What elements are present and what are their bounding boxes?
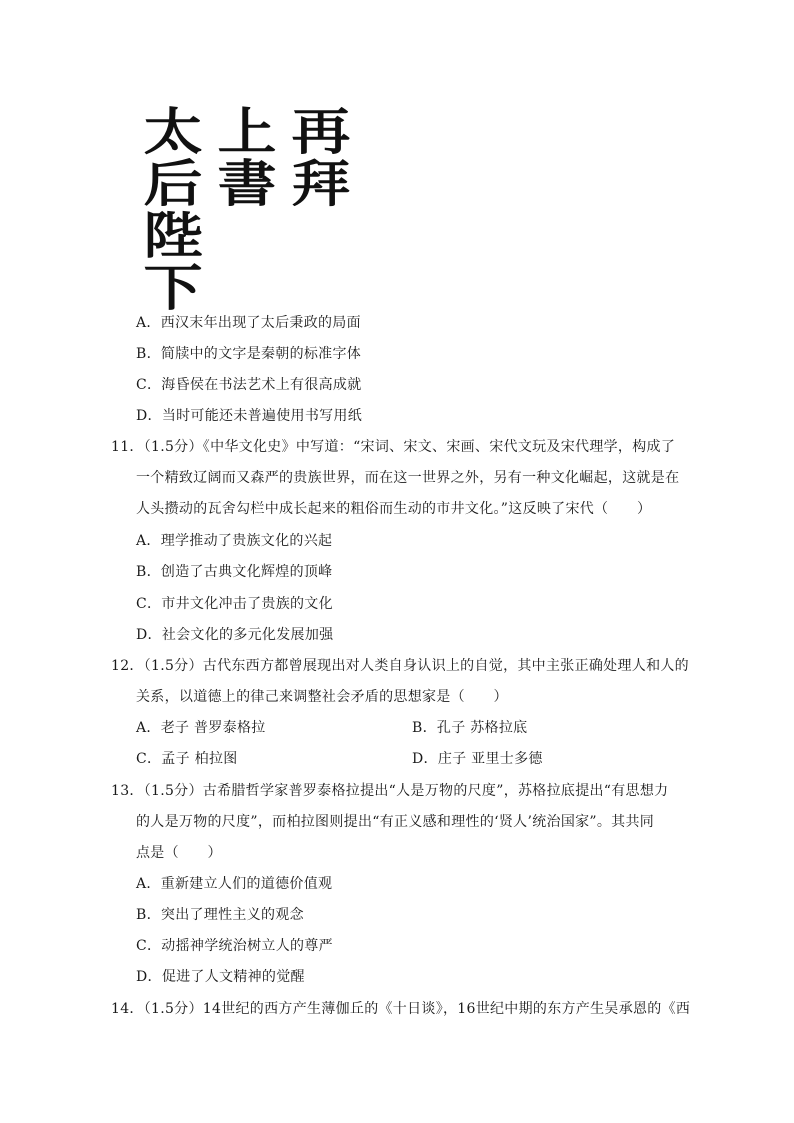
- inscription-column-3: [140, 102, 218, 317]
- inscription-char: 陛: [143, 206, 203, 265]
- q11-stem-line-3: 人头攒动的瓦舍勾栏中成长起来的粗俗而生动的市井文化。”这反映了宋代（ ）: [136, 501, 652, 517]
- q11-option-c: C．市井文化冲击了贵族的文化: [136, 596, 333, 612]
- q12-option-a: A．老子 普罗泰格拉: [136, 720, 266, 736]
- inscription-column-1: [288, 102, 366, 213]
- q12-stem-line-2: 关系，以道德上的律己来调整社会矛盾的思想家是（ ）: [136, 689, 508, 705]
- q11-option-d: D．社会文化的多元化发展加强: [136, 627, 334, 643]
- q11-stem-line-1: 11．（1.5分）《中华文化史》中写道：“宋词、宋文、宋画、宋代文玩及宋代理学，构成了: [111, 439, 676, 455]
- q13-stem-line-3: 点是（ ）: [136, 845, 222, 861]
- q11-stem-line-2: 一个精致辽阔而又森严的贵族世界，而在这一世界之外，另有一种文化崛起，这就是在: [136, 470, 680, 486]
- q13-option-a: A．重新建立人们的道德价值观: [136, 876, 333, 892]
- inscription-char: 書: [217, 154, 277, 213]
- inscription-column-2: [214, 102, 292, 213]
- inscription-char: 下: [143, 258, 203, 317]
- inscription-image: [140, 102, 362, 317]
- q12-stem-line-1: 12．（1.5分）古代东西方都曾展现出对人类自身认识上的自觉，其中主张正确处理人和人的: [111, 658, 689, 674]
- q13-stem-line-1: 13．（1.5分）古希腊哲学家普罗泰格拉提出“人是万物的尺度”，苏格拉底提出“有思想力: [111, 783, 669, 799]
- q13-option-d: D．促进了人文精神的觉醒: [136, 969, 305, 985]
- prev-option-b: B．简牍中的文字是秦朝的标准字体: [136, 346, 362, 362]
- q13-option-c: C．动摇神学统治树立人的尊严: [136, 938, 333, 954]
- inscription-char: 太: [143, 102, 203, 161]
- inscription-char: 后: [143, 154, 203, 213]
- inscription-char: 拜: [291, 154, 351, 213]
- q13-option-b: B．突出了理性主义的观念: [136, 907, 304, 923]
- inscription-char: 上: [217, 102, 277, 161]
- prev-option-d: D．当时可能还未普遍使用书写用纸: [136, 408, 363, 424]
- inscription-char: 再: [291, 102, 351, 161]
- q11-option-b: B．创造了古典文化辉煌的顶峰: [136, 564, 333, 580]
- prev-option-c: C．海昏侯在书法艺术上有很高成就: [136, 377, 362, 393]
- q12-option-d: D．庄子 亚里士多德: [412, 751, 543, 767]
- q13-stem-line-2: 的人是万物的尺度”，而柏拉图则提出“有正义感和理性的‘贤人’统治国家”。其共同: [136, 814, 655, 830]
- q12-option-c: C．孟子 柏拉图: [136, 751, 238, 767]
- q14-stem-line-1: 14．（1.5分）14世纪的西方产生薄伽丘的《十日谈》，16世纪中期的东方产生吴承恩的《西: [111, 1001, 691, 1017]
- prev-option-a: A．西汉末年出现了太后秉政的局面: [136, 315, 361, 331]
- q12-option-b: B．孔子 苏格拉底: [412, 720, 528, 736]
- q11-option-a: A．理学推动了贵族文化的兴起: [136, 533, 333, 549]
